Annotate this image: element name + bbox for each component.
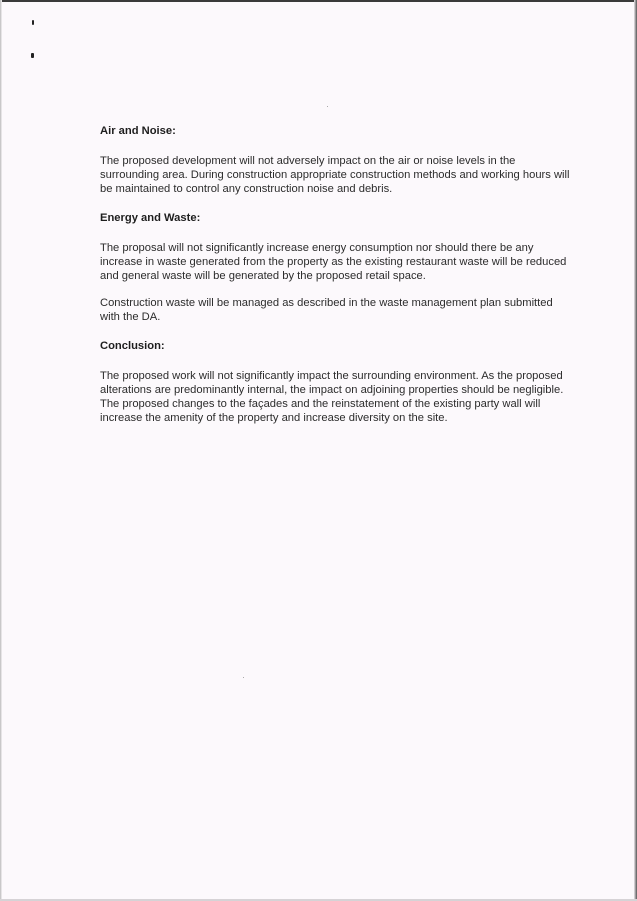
scan-edge-left: [0, 0, 2, 901]
section-paragraph: The proposed development will not adversely impact on the air or noise levels in the surrounding area. During construction appropriate construction methods and working hours will be maintained to control any construction noise and debris.: [100, 155, 570, 195]
scan-speck: [243, 677, 244, 678]
section-paragraph: The proposed work will not significantly impact the surrounding environment. As the proposed alterations are predominantly internal, the impact on adjoining properties should be negligible. The proposed changes to the façades and the reinstatement of the existing party wall will increase the amenity of the property and increase diversity on the site.: [100, 370, 564, 424]
section-paragraph: Construction waste will be managed as described in the waste management plan submitted with the DA.: [100, 297, 553, 323]
scan-edge-top: [0, 0, 637, 2]
section-heading: Energy and Waste:: [100, 212, 201, 224]
punch-mark-top: [32, 20, 34, 25]
scan-speck: [327, 106, 328, 107]
section-paragraph: The proposal will not significantly increase energy consumption nor should there be any increase in waste generated from the property as the existing restaurant waste will be reduced and general waste will be generated by the proposed retail space.: [100, 242, 567, 282]
section-energy-and-waste: [100, 211, 570, 324]
section-air-and-noise: [100, 124, 570, 196]
punch-mark-bottom: [31, 53, 34, 58]
section-conclusion: [100, 339, 570, 425]
section-heading: Air and Noise:: [100, 125, 176, 137]
document-body: [100, 124, 570, 438]
section-heading: Conclusion:: [100, 340, 165, 352]
